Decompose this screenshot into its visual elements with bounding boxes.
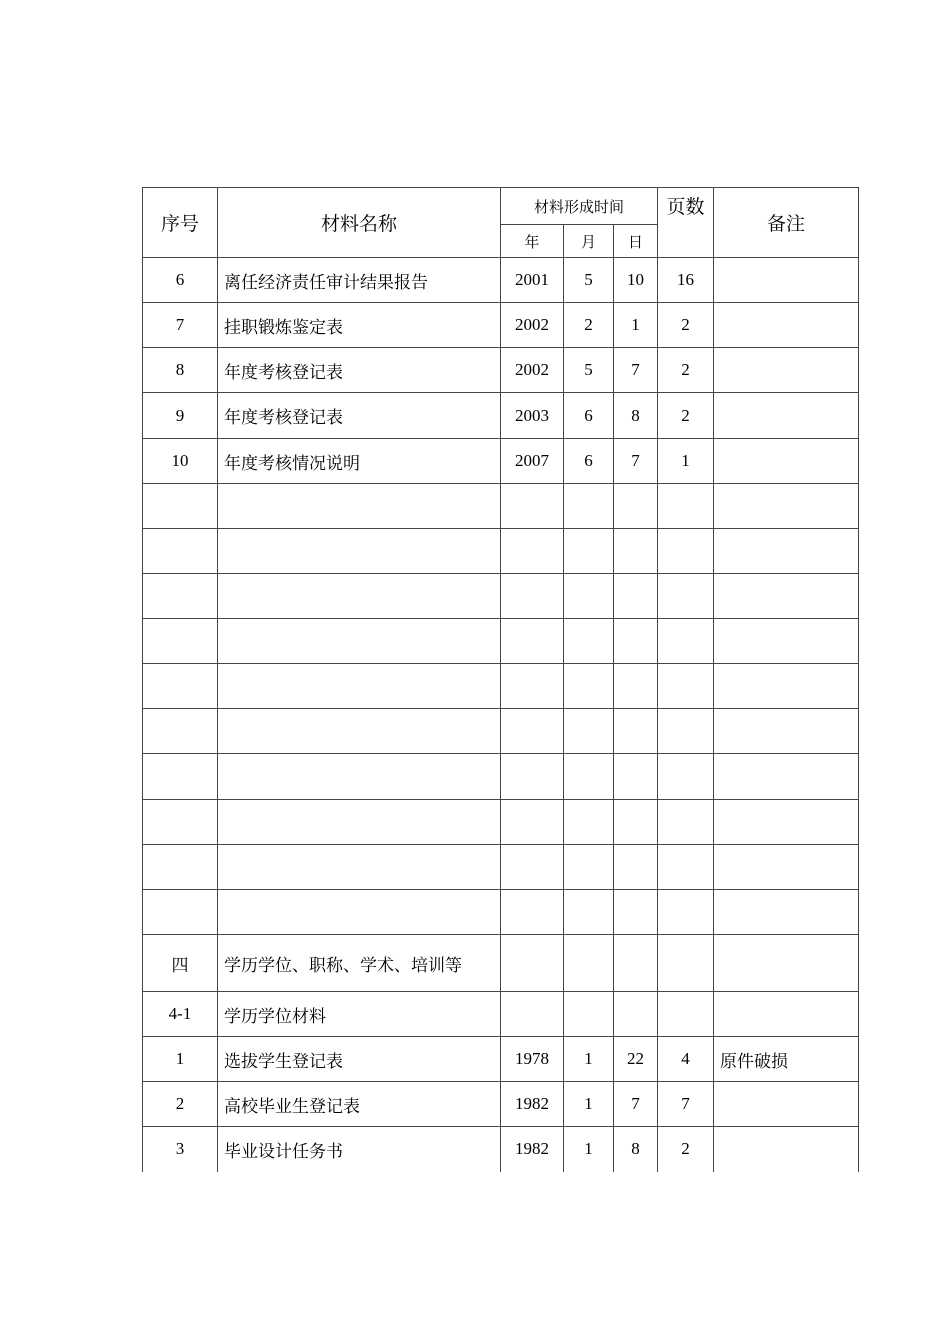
- table-row: [143, 664, 859, 709]
- cell-seq: [143, 574, 218, 619]
- cell-month: 1: [564, 1082, 614, 1127]
- cell-seq: 7: [143, 303, 218, 348]
- cell-month: [564, 664, 614, 709]
- cell-seq: 1: [143, 1037, 218, 1082]
- cell-name: 年度考核登记表: [218, 348, 501, 393]
- cell-seq: 8: [143, 348, 218, 393]
- cell-pages: [658, 754, 714, 800]
- cell-day: 10: [614, 258, 658, 303]
- cell-day: [614, 664, 658, 709]
- cell-name: 年度考核情况说明: [218, 439, 501, 484]
- cell-day: [614, 935, 658, 992]
- cell-seq: 3: [143, 1127, 218, 1172]
- cell-year: 1978: [501, 1037, 564, 1082]
- cell-month: [564, 709, 614, 754]
- table-row: [143, 935, 859, 992]
- cell-pages: [658, 800, 714, 845]
- cell-day: [614, 890, 658, 935]
- header-day: 日: [614, 225, 658, 258]
- cell-name: [218, 754, 501, 800]
- cell-name: [218, 574, 501, 619]
- cell-seq: 4-1: [143, 992, 218, 1037]
- cell-year: [501, 754, 564, 800]
- cell-pages: [658, 574, 714, 619]
- cell-day: [614, 754, 658, 800]
- cell-year: [501, 484, 564, 529]
- cell-seq: 2: [143, 1082, 218, 1127]
- header-time: 材料形成时间: [501, 188, 658, 225]
- cell-day: 7: [614, 348, 658, 393]
- cell-day: 1: [614, 303, 658, 348]
- cell-seq: [143, 529, 218, 574]
- cell-year: 2002: [501, 303, 564, 348]
- cell-month: [564, 574, 614, 619]
- cell-name: [218, 845, 501, 890]
- cell-day: [614, 529, 658, 574]
- header-month: 月: [564, 225, 614, 258]
- cell-note: [714, 709, 859, 754]
- cell-pages: [658, 845, 714, 890]
- cell-month: [564, 619, 614, 664]
- cell-month: [564, 529, 614, 574]
- cell-day: [614, 845, 658, 890]
- cell-note: [714, 1127, 859, 1172]
- cell-month: [564, 935, 614, 992]
- cell-seq: 6: [143, 258, 218, 303]
- cell-day: [614, 574, 658, 619]
- cell-year: [501, 709, 564, 754]
- cell-note: [714, 529, 859, 574]
- cell-note: [714, 992, 859, 1037]
- cell-pages: 1: [658, 439, 714, 484]
- cell-name: 毕业设计任务书: [218, 1127, 501, 1172]
- cell-pages: [658, 890, 714, 935]
- cell-note: [714, 574, 859, 619]
- cell-name: 选拔学生登记表: [218, 1037, 501, 1082]
- cell-month: [564, 754, 614, 800]
- cell-pages: 16: [658, 258, 714, 303]
- cell-pages: [658, 664, 714, 709]
- cell-pages: [658, 935, 714, 992]
- cell-note: [714, 303, 859, 348]
- cell-note: [714, 845, 859, 890]
- cell-name: 学历学位、职称、学术、培训等: [218, 935, 501, 992]
- cell-name: 年度考核登记表: [218, 393, 501, 439]
- cell-year: [501, 800, 564, 845]
- cell-year: 1982: [501, 1127, 564, 1172]
- cell-note: [714, 348, 859, 393]
- cell-month: 1: [564, 1127, 614, 1172]
- cell-note: [714, 935, 859, 992]
- cell-note: [714, 484, 859, 529]
- cell-pages: [658, 992, 714, 1037]
- cell-pages: 2: [658, 393, 714, 439]
- cell-year: [501, 992, 564, 1037]
- cell-month: 5: [564, 258, 614, 303]
- cell-day: 7: [614, 1082, 658, 1127]
- cell-month: [564, 890, 614, 935]
- table-row: [143, 709, 859, 754]
- cell-note: [714, 393, 859, 439]
- cell-note: [714, 619, 859, 664]
- cell-month: [564, 484, 614, 529]
- cell-pages: [658, 484, 714, 529]
- cell-pages: [658, 529, 714, 574]
- table-row: [143, 258, 859, 303]
- table-row: [143, 439, 859, 484]
- table-row: [143, 1037, 859, 1082]
- cell-note: [714, 439, 859, 484]
- cell-pages: [658, 709, 714, 754]
- cell-day: 8: [614, 1127, 658, 1172]
- cell-month: 2: [564, 303, 614, 348]
- cell-name: 高校毕业生登记表: [218, 1082, 501, 1127]
- cell-seq: [143, 619, 218, 664]
- cell-name: [218, 529, 501, 574]
- cell-seq: 四: [143, 935, 218, 992]
- cell-day: [614, 709, 658, 754]
- cell-day: [614, 619, 658, 664]
- cell-seq: [143, 890, 218, 935]
- cell-year: [501, 574, 564, 619]
- header-seq: 序号: [143, 188, 218, 258]
- header-year: 年: [501, 225, 564, 258]
- header-name: 材料名称: [218, 188, 501, 258]
- cell-year: [501, 619, 564, 664]
- cell-name: [218, 800, 501, 845]
- cell-name: [218, 664, 501, 709]
- cell-month: 5: [564, 348, 614, 393]
- cell-note: [714, 1082, 859, 1127]
- cell-note: 原件破损: [714, 1037, 859, 1082]
- cell-pages: 7: [658, 1082, 714, 1127]
- cell-month: [564, 992, 614, 1037]
- archive-materials-table: [142, 187, 859, 1172]
- table-row: [143, 619, 859, 664]
- cell-month: 6: [564, 439, 614, 484]
- table-row: [143, 303, 859, 348]
- table-row: [143, 574, 859, 619]
- table-row: [143, 484, 859, 529]
- cell-note: [714, 258, 859, 303]
- cell-year: 2002: [501, 348, 564, 393]
- cell-seq: [143, 754, 218, 800]
- cell-seq: 9: [143, 393, 218, 439]
- cell-pages: 2: [658, 303, 714, 348]
- table-row: [143, 348, 859, 393]
- table-row: [143, 1127, 859, 1172]
- cell-day: [614, 800, 658, 845]
- cell-pages: 2: [658, 1127, 714, 1172]
- cell-year: [501, 664, 564, 709]
- cell-year: [501, 845, 564, 890]
- cell-month: [564, 845, 614, 890]
- cell-name: [218, 709, 501, 754]
- cell-pages: [658, 619, 714, 664]
- cell-day: [614, 484, 658, 529]
- cell-name: [218, 619, 501, 664]
- table-body: [143, 258, 859, 1172]
- cell-note: [714, 664, 859, 709]
- header-pages: 页数: [658, 188, 714, 258]
- cell-name: 挂职锻炼鉴定表: [218, 303, 501, 348]
- cell-month: 1: [564, 1037, 614, 1082]
- table-row: [143, 754, 859, 800]
- cell-day: [614, 992, 658, 1037]
- cell-seq: [143, 484, 218, 529]
- table-row: [143, 529, 859, 574]
- cell-seq: [143, 845, 218, 890]
- cell-month: [564, 800, 614, 845]
- cell-day: 8: [614, 393, 658, 439]
- cell-year: [501, 529, 564, 574]
- table-row: [143, 890, 859, 935]
- table-row: [143, 992, 859, 1037]
- cell-name: 离任经济责任审计结果报告: [218, 258, 501, 303]
- cell-month: 6: [564, 393, 614, 439]
- cell-year: 2007: [501, 439, 564, 484]
- cell-year: 2003: [501, 393, 564, 439]
- cell-year: [501, 890, 564, 935]
- table-row: [143, 393, 859, 439]
- cell-seq: [143, 800, 218, 845]
- cell-note: [714, 800, 859, 845]
- cell-pages: 4: [658, 1037, 714, 1082]
- cell-name: [218, 484, 501, 529]
- table-row: [143, 800, 859, 845]
- cell-note: [714, 890, 859, 935]
- cell-pages: 2: [658, 348, 714, 393]
- cell-seq: [143, 664, 218, 709]
- table-row: [143, 845, 859, 890]
- cell-name: [218, 890, 501, 935]
- table-row: [143, 1082, 859, 1127]
- cell-day: 22: [614, 1037, 658, 1082]
- header-note: 备注: [714, 188, 859, 258]
- cell-year: 1982: [501, 1082, 564, 1127]
- cell-note: [714, 754, 859, 800]
- cell-year: [501, 935, 564, 992]
- cell-seq: 10: [143, 439, 218, 484]
- table-header: [143, 188, 859, 258]
- cell-day: 7: [614, 439, 658, 484]
- cell-name: 学历学位材料: [218, 992, 501, 1037]
- cell-seq: [143, 709, 218, 754]
- cell-year: 2001: [501, 258, 564, 303]
